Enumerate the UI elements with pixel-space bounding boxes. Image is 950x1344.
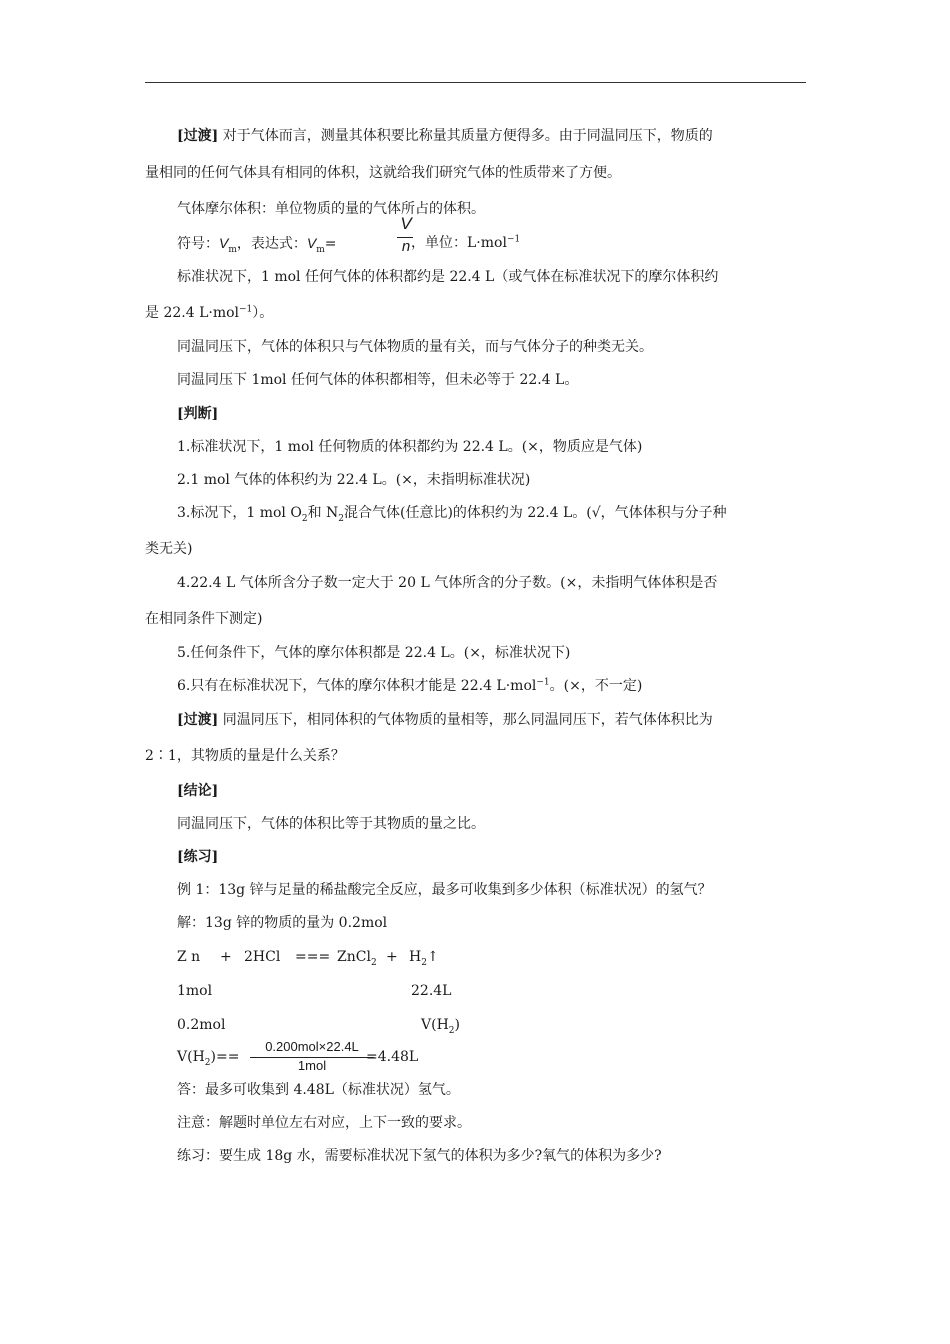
judge-item-2: 2.1 mol 气体的体积约为 22.4 L。(×，未指明标准状况) (177, 472, 531, 488)
standard-line-2: 是 22.4 L·mol$^{-1}$）。 (145, 304, 274, 321)
transition2-line-2: 2∶1，其物质的量是什么关系？ (145, 748, 345, 764)
eq-plus-2: + (386, 949, 398, 965)
calc-numerator: 0.200mol×22.4L (265, 1039, 359, 1054)
judge-item-4: 4.22.4 L 气体所含分子数一定大于 20 L 气体所含的分子数。(×，未指明气体体积是否 (177, 575, 718, 591)
ratio-row-2-left: 0.2mol (177, 1017, 226, 1033)
eq-hcl: 2HCl (244, 949, 281, 965)
solution-line: 解：13g 锌的物质的量为 0.2mol (177, 915, 388, 931)
judge-item-3: 3.标况下，1 mol $O_2$和 $N_2$混合气体(任意比)的体积约为 22.4 L。(√，气体体积与分子种 (177, 505, 727, 524)
statement-1: 同温同压下，气体的体积只与气体物质的量有关，而与气体分子的种类无关。 (177, 339, 653, 355)
conclusion-text: 同温同压下，气体的体积比等于其物质的量之比。 (177, 816, 485, 832)
header-rule (145, 82, 806, 83)
molar-volume-definition: 气体摩尔体积：单位物质的量的气体所占的体积。 (177, 201, 485, 217)
calc-result: =4.48L (366, 1049, 419, 1065)
transition2-line-1: [过渡] 同温同压下，相同体积的气体物质的量相等，那么同温同压下，若气体体积比为 (177, 712, 713, 728)
statement-2: 同温同压下 1mol 任何气体的体积都相等，但未必等于 22.4 L。 (177, 372, 579, 388)
transition2-tag: [过渡] (177, 712, 219, 728)
conclusion-heading: [结论] (177, 783, 219, 799)
example-1: 例 1：13g 锌与足量的稀盐酸完全反应，最多可收集到多少体积（标准状况）的氢气？ (177, 882, 712, 898)
ratio-row-1-left: 1mol (177, 983, 213, 999)
eq-zn: Z n (177, 949, 201, 965)
standard-line-1: 标准状况下，1 mol 任何气体的体积都约是 22.4 L（或气体在标准状况下的摩尔体积约 (177, 269, 719, 285)
ratio-row-2-right: $V(H_2)$ (421, 1017, 460, 1036)
unit-text: ，单位：L·mol$^{-1}$ (411, 234, 521, 251)
ratio-row-1-right: 22.4L (411, 983, 452, 999)
symbol-line: 符号：$V_m$，表达式：$V_m=$ (177, 235, 337, 255)
judge-heading: [判断] (177, 406, 219, 422)
eq-zncl2: ZnCl$_2$ (337, 949, 377, 968)
transition-line-1: [过渡] 对于气体而言，测量其体积要比称量其质量方便得多。由于同温同压下，物质的 (177, 128, 713, 144)
gas-arrow-icon: ↑ (426, 949, 439, 965)
judge-item-6: 6.只有在标准状况下，气体的摩尔体积才能是 22.4 L·mol$^{-1}$。(×，不一定) (177, 677, 643, 694)
judge-item-3-cont: 类无关) (145, 541, 193, 557)
note-line: 注意：解题时单位左右对应，上下一致的要求。 (177, 1115, 471, 1131)
transition-line-2: 量相同的任何气体具有相同的体积，这就给我们研究气体的性质带来了方便。 (145, 165, 621, 181)
judge-item-4-cont: 在相同条件下测定) (145, 611, 263, 627)
eq-h2: $H_2↑$ (409, 949, 439, 968)
transition-tag: [过渡] (177, 128, 219, 144)
exercise-2: 练习：要生成 18g 水，需要标准状况下氢气的体积为多少?氧气的体积为多少? (177, 1148, 662, 1164)
calc-lhs: $V(H_2)==$ (177, 1049, 240, 1068)
eq-equals: === (295, 949, 331, 965)
judge-item-5: 5.任何条件下，气体的摩尔体积都是 22.4 L。(×，标准状况下) (177, 645, 571, 661)
answer-line: 答：最多可收集到 4.48L（标准状况）氢气。 (177, 1082, 460, 1098)
eq-plus-1: + (220, 949, 232, 965)
fraction-denominator-n: n (401, 238, 411, 255)
fraction-numerator-v: V (400, 214, 412, 233)
practice-heading: [练习] (177, 849, 219, 865)
judge-item-1: 1.标准状况下，1 mol 任何物质的体积都约为 22.4 L。(×，物质应是气体) (177, 439, 643, 455)
calc-denominator: 1mol (297, 1058, 327, 1073)
